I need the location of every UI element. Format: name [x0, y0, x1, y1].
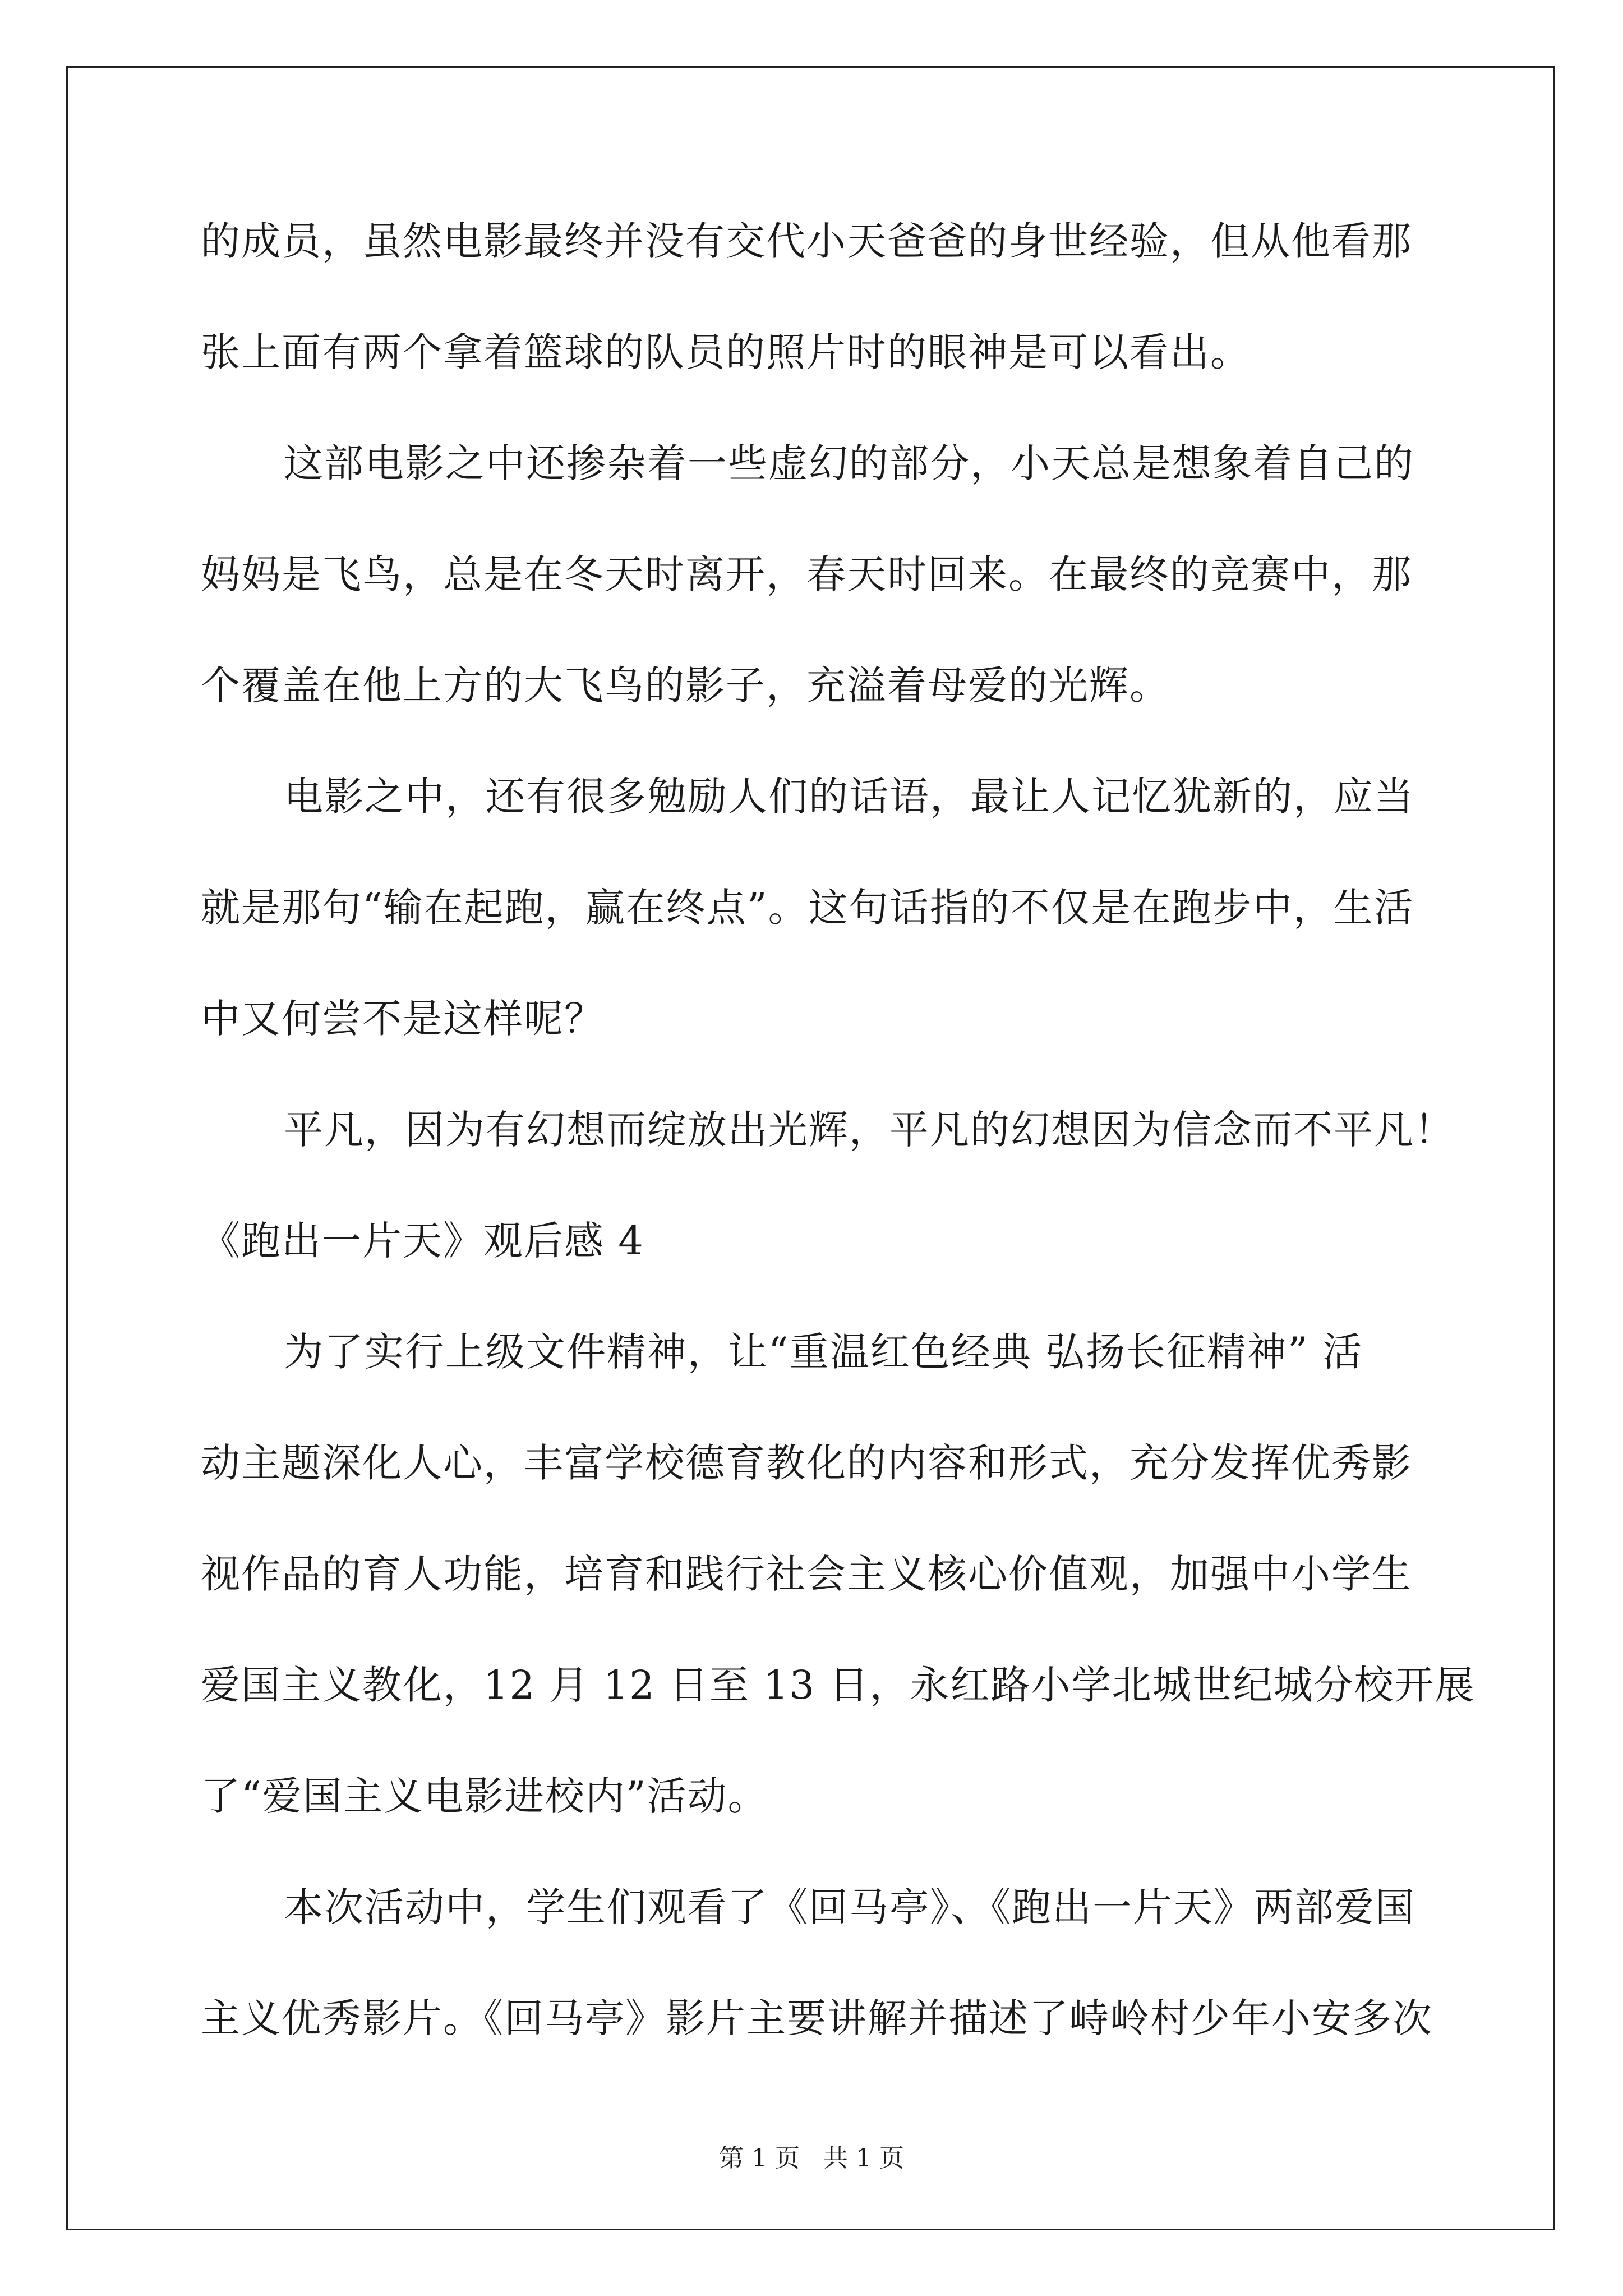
- text-line: 中又何尝不是这样呢？: [201, 996, 605, 1042]
- paragraph-first-line: 平凡，因为有幻想而绽放出光辉，平凡的幻想因为信念而不平凡！: [284, 1107, 1455, 1153]
- paragraph-first-line: 本次活动中，学生们观看了《回马亭》、《跑出一片天》两部爱国: [284, 1884, 1415, 1930]
- text-line: 爱国主义教化，12 月 12 日至 13 日，永红路小学北城世纪城分校开展: [201, 1662, 1476, 1708]
- paragraph-first-line: 为了实行上级文件精神，让“重温红色经典 弘扬长征精神” 活: [284, 1329, 1363, 1375]
- text-line: 张上面有两个拿着篮球的队员的照片时的眼神是可以看出。: [201, 329, 1251, 375]
- text-line: 视作品的育人功能，培育和践行社会主义核心价值观，加强中小学生: [201, 1551, 1412, 1597]
- text-line: 妈妈是飞鸟，总是在冬天时离开，春天时回来。在最终的竞赛中，那: [201, 551, 1412, 597]
- document-body: [201, 213, 1476, 2046]
- paragraph-first-line: 电影之中，还有很多勉励人们的话语，最让人记忆犹新的，应当: [284, 774, 1414, 820]
- text-line: 了“爱国主义电影进校内”活动。: [201, 1773, 768, 1819]
- page-number-footer: 第 1 页 共 1 页: [719, 2144, 904, 2173]
- text-line: 就是那句“输在起跑，赢在终点”。这句话指的不仅是在跑步中，生活: [201, 885, 1414, 931]
- section-heading: 《跑出一片天》观后感 4: [201, 1218, 644, 1264]
- text-line: 的成员，虽然电影最终并没有交代小天爸爸的身世经验，但从他看那: [201, 218, 1412, 264]
- text-line: 主义优秀影片。《回马亭》影片主要讲解并描述了峙岭村少年小安多次: [201, 1995, 1433, 2041]
- text-line: 动主题深化人心，丰富学校德育教化的内容和形式，充分发挥优秀影: [201, 1440, 1412, 1486]
- paragraph-first-line: 这部电影之中还掺杂着一些虚幻的部分，小天总是想象着自己的: [284, 440, 1414, 486]
- text-line: 个覆盖在他上方的大飞鸟的影子，充溢着母爱的光辉。: [201, 662, 1170, 708]
